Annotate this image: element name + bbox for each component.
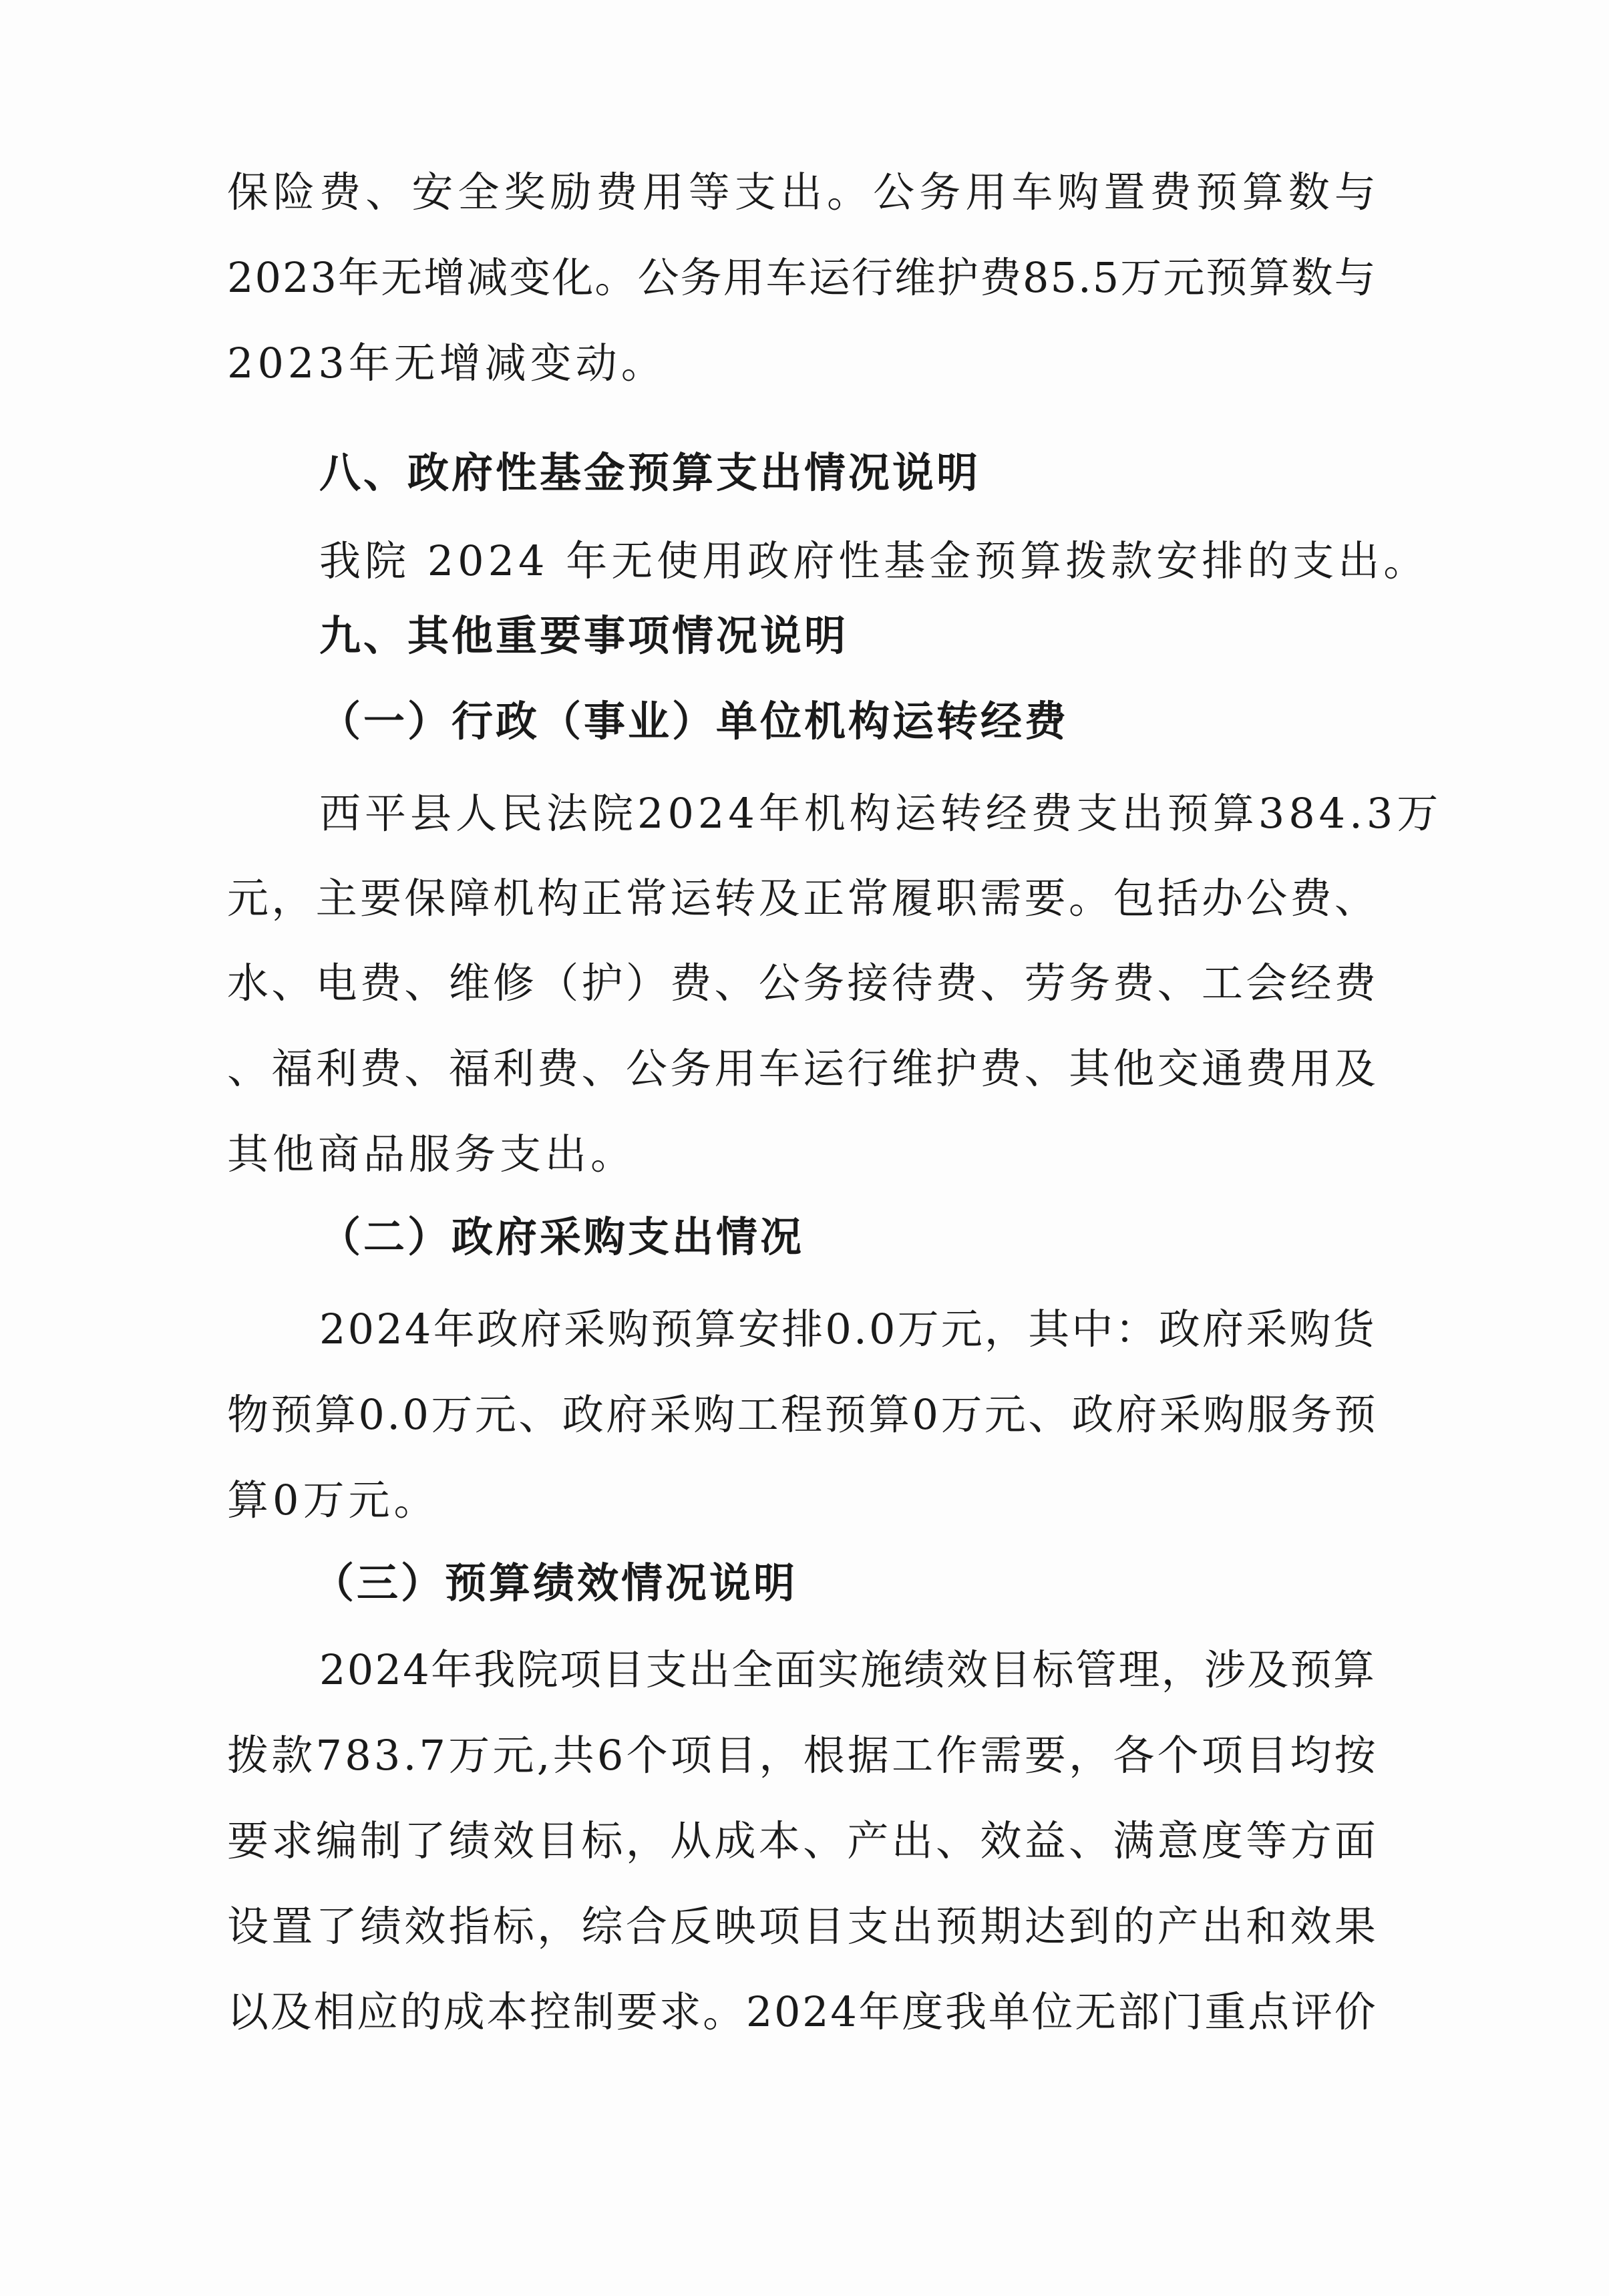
text-line-20: 要 求 编 制 了 绩 效 目 标 ， 从 成 本 、 产 出 、 效 益 、 满 意 度 等 方 面 xyxy=(227,1816,1376,1865)
text-line-21: 设 置 了 绩 效 指 标 ， 综 合 反 映 项 目 支 出 预 期 达 到 的 产 出 和 效 果 xyxy=(227,1902,1376,1951)
text-line-12: 其他商品服务支出。 xyxy=(227,1130,637,1178)
text-line-8: 西平县人民法院2024年机构运转经费支出预算384.3万 xyxy=(319,789,1443,838)
text-line-18: 2 0 2 4 年 我 院 项 目 支 出 全 面 实 施 绩 效 目 标 管 理 ， 涉 及 预 算 xyxy=(319,1645,1375,1694)
text-line-1: 保 险 费 、 安 全 奖 励 费 用 等 支 出 。 公 务 用 车 购 置 费 预 算 数 与 xyxy=(227,168,1376,216)
text-line-2: 2 0 2 3 年 无 增 减 变 化 。 公 务 用 车 运 行 维 护 费 8 5 . 5 万 元 预 算 数 与 xyxy=(227,253,1376,302)
text-line-15: 物 预 算 0 . 0 万 元 、 政 府 采 购 工 程 预 算 0 万 元 、 政 府 采 购 服 务 预 xyxy=(227,1390,1376,1439)
text-line-5: 我院 2024 年无使用政府性基金预算拨款安排的支出。 xyxy=(319,536,1429,585)
text-line-11: 、 福 利 费 、 福 利 费 、 公 务 用 车 运 行 维 护 费 、 其 他 交 通 费 用 及 xyxy=(227,1044,1376,1093)
text-line-14: 2 0 2 4 年 政 府 采 购 预 算 安 排 0 . 0 万 元 ， 其 中 ： 政 府 采 购 货 xyxy=(319,1305,1375,1353)
text-line-10: 水 、 电 费 、 维 修 （ 护 ） 费 、 公 务 接 待 费 、 劳 务 费 、 工 会 经 费 xyxy=(227,959,1376,1007)
text-line-9: 元 ， 主 要 保 障 机 构 正 常 运 转 及 正 常 履 职 需 要 。 包 括 办 公 费 、 xyxy=(227,874,1376,923)
subsection-heading-2: （二）政府采购支出情况 xyxy=(319,1212,805,1261)
text-line-19: 拨 款 7 8 3 . 7 万 元 , 共 6 个 项 目 ， 根 据 工 作 需 要 ， 各 个 项 目 均 按 xyxy=(227,1731,1376,1780)
subsection-heading-3: （三）预算绩效情况说明 xyxy=(313,1559,798,1607)
text-line-22: 以 及 相 应 的 成 本 控 制 要 求 。 2 0 2 4 年 度 我 单 位 无 部 门 重 点 评 价 xyxy=(227,1987,1376,2036)
text-line-3: 2023年无增减变动。 xyxy=(227,339,667,387)
section-heading-8: 八、政府性基金预算支出情况说明 xyxy=(319,448,981,497)
section-heading-9: 九、其他重要事项情况说明 xyxy=(319,611,849,660)
text-line-16: 算0万元。 xyxy=(227,1476,439,1524)
subsection-heading-1: （一）行政（事业）单位机构运转经费 xyxy=(319,697,1069,746)
